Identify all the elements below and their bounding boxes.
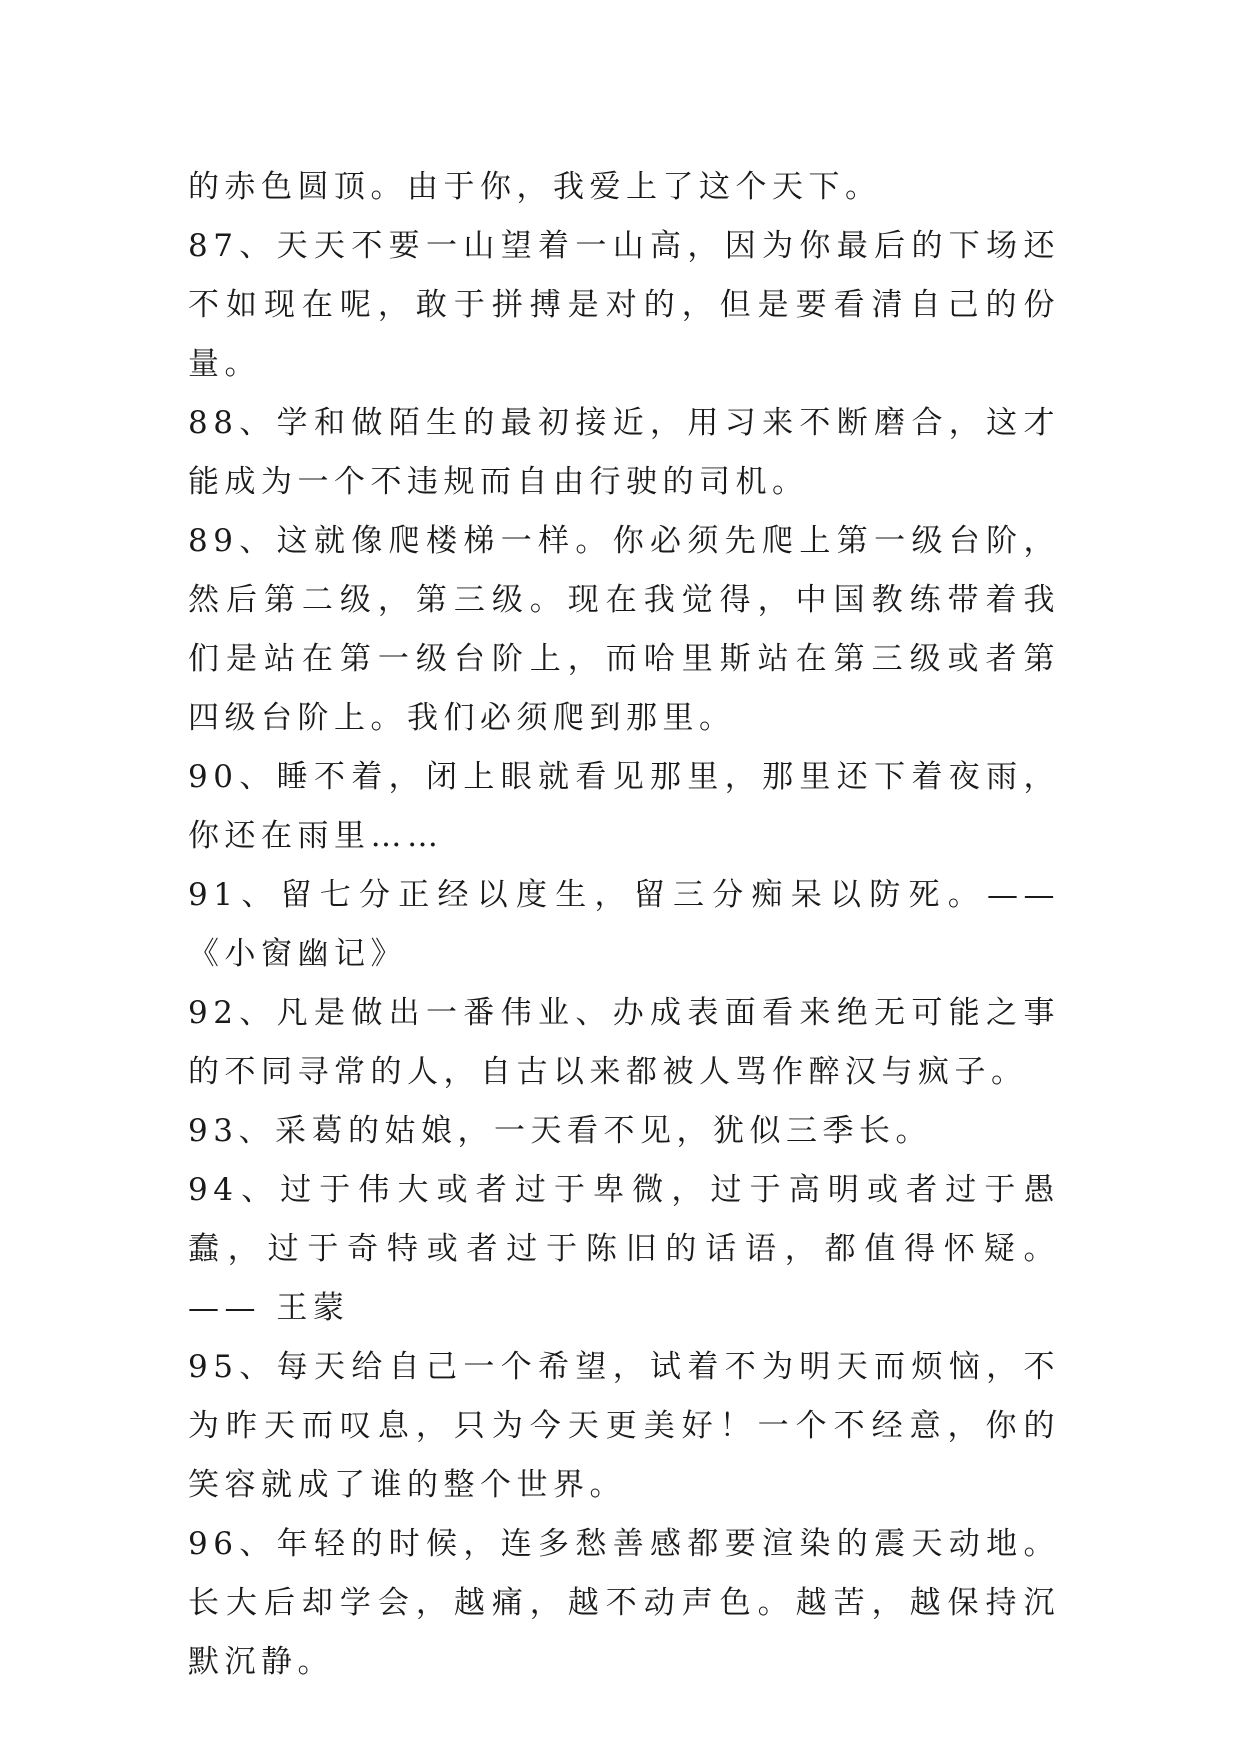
paragraph-95: 95、每天给自己一个希望，试着不为明天而烦恼，不为昨天而叹息，只为今天更美好！一个不经意，你的笑容就成了谁的整个世界。 <box>188 1349 1060 1503</box>
document-body <box>188 158 1060 1692</box>
paragraph-88: 88、学和做陌生的最初接近，用习来不断磨合，这才能成为一个不违规而自由行驶的司机。 <box>188 405 1060 500</box>
paragraph-96: 96、年轻的时候，连多愁善感都要渲染的震天动地。长大后却学会，越痛，越不动声色。越苦，越保持沉默沉静。 <box>188 1526 1060 1680</box>
paragraph-94: 94、过于伟大或者过于卑微，过于高明或者过于愚蠢，过于奇特或者过于陈旧的话语，都值得怀疑。 —— 王蒙 <box>188 1172 1060 1326</box>
paragraph-92: 92、凡是做出一番伟业、办成表面看来绝无可能之事的不同寻常的人，自古以来都被人骂作醉汉与疯子。 <box>188 995 1060 1090</box>
paragraph-continuation: 的赤色圆顶。由于你，我爱上了这个天下。 <box>188 169 882 205</box>
paragraph-93: 93、采葛的姑娘，一天看不见，犹似三季长。 <box>188 1113 932 1149</box>
paragraph-90: 90、睡不着，闭上眼就看见那里，那里还下着夜雨，你还在雨里…… <box>188 759 1060 854</box>
paragraph-89: 89、这就像爬楼梯一样。你必须先爬上第一级台阶，然后第二级，第三级。现在我觉得，中国教练带着我们是站在第一级台阶上，而哈里斯站在第三级或者第四级台阶上。我们必须爬到那里。 <box>188 523 1060 736</box>
paragraph-87: 87、天天不要一山望着一山高，因为你最后的下场还不如现在呢，敢于拼搏是对的，但是要看清自己的份量。 <box>188 228 1060 382</box>
paragraph-91: 91、留七分正经以度生，留三分痴呆以防死。——《小窗幽记》 <box>188 877 1060 972</box>
